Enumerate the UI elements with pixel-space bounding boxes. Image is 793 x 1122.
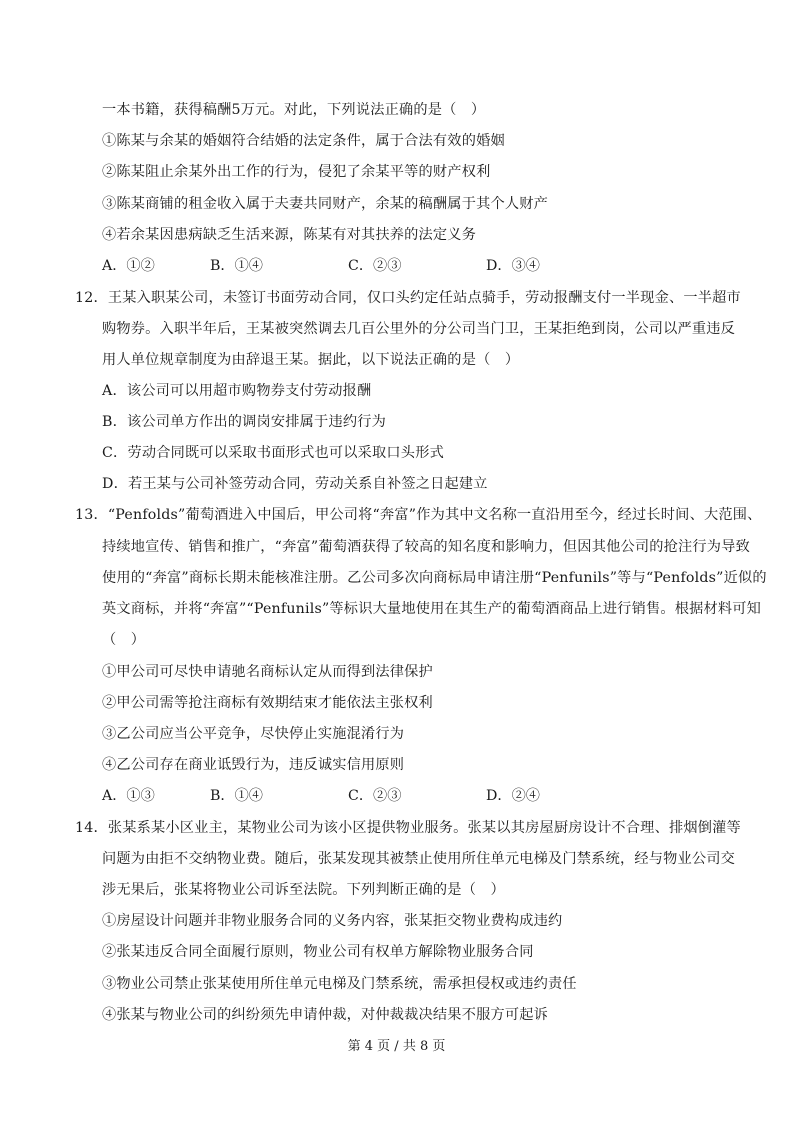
q14-stem-line-1: 14．张某系某小区业主，某物业公司为该小区提供物业服务。张某以其房屋厨房设计不合理、排烟倒灌等 <box>75 820 741 836</box>
q11-option-b: B．①④ <box>210 258 263 274</box>
q12-choice-d: D．若王某与公司补签劳动合同，劳动关系自补签之日起建立 <box>102 476 488 492</box>
q11-statement-1: ①陈某与余某的婚姻符合结婚的法定条件，属于合法有效的婚姻 <box>102 133 505 149</box>
q14-statement-1: ①房屋设计问题并非物业服务合同的义务内容，张某拒交物业费构成违约 <box>102 913 563 929</box>
q12-stem-line-3: 用人单位规章制度为由辞退王某。据此，以下说法正确的是（ ） <box>102 352 520 368</box>
q12-choice-a: A．该公司可以用超市购物券支付劳动报酬 <box>102 383 372 399</box>
q11-statement-2: ②陈某阻止余某外出工作的行为，侵犯了余某平等的财产权利 <box>102 164 491 180</box>
q11-statement-3: ③陈某商铺的租金收入属于夫妻共同财产，余某的稿酬属于其个人财产 <box>102 196 549 212</box>
q11-option-d: D．③④ <box>486 258 540 274</box>
q13-option-c: C．②③ <box>348 788 402 804</box>
page-number-footer: 第 4 页 / 共 8 页 <box>347 1039 446 1054</box>
q13-option-b: B．①④ <box>210 788 263 804</box>
q14-statement-2: ②张某违反合同全面履行原则，物业公司有权单方解除物业服务合同 <box>102 944 534 960</box>
q13-stem-line-2: 持续地宣传、销售和推广，“奔富”葡萄酒获得了较高的知名度和影响力，但因其他公司的抢注行为导致 <box>102 539 750 555</box>
q13-statement-4: ④乙公司存在商业诋毁行为，违反诚实信用原则 <box>102 757 405 773</box>
q11-option-a: A．①② <box>102 258 155 274</box>
q12-choice-b: B．该公司单方作出的调岗安排属于违约行为 <box>102 414 386 430</box>
q14-statement-4: ④张某与物业公司的纠纷须先申请仲裁，对仲裁裁决结果不服方可起诉 <box>102 1007 549 1023</box>
q12-stem-line-1: 12．王某入职某公司，未签订书面劳动合同，仅口头约定任站点骑手，劳动报酬支付一半现金、一半超市 <box>75 290 741 306</box>
q12-stem-line-2: 购物券。入职半年后，王某被突然调去几百公里外的分公司当门卫，王某拒绝到岗，公司以严重违反 <box>102 321 736 337</box>
q14-statement-3: ③物业公司禁止张某使用所住单元电梯及门禁系统，需承担侵权或违约责任 <box>102 976 577 992</box>
q13-statement-2: ②甲公司需等抢注商标有效期结束才能依法主张权利 <box>102 695 433 711</box>
q13-option-d: D．②④ <box>486 788 540 804</box>
q13-stem-line-4: 英文商标，并将“奔富”“Penfunils”等标识大量地使用在其生产的葡萄酒商品上进行销售。根据材料可知 <box>102 601 762 617</box>
q13-option-a: A．①③ <box>102 788 155 804</box>
q12-choice-c: C．劳动合同既可以采取书面形式也可以采取口头形式 <box>102 445 444 461</box>
q11-stem: 一本书籍，获得稿酬5万元。对此，下列说法正确的是（ ） <box>102 102 486 118</box>
q14-stem-line-3: 涉无果后，张某将物业公司诉至法院。下列判断正确的是（ ） <box>102 882 505 898</box>
q11-option-c: C．②③ <box>348 258 402 274</box>
q11-statement-4: ④若余某因患病缺乏生活来源，陈某有对其扶养的法定义务 <box>102 227 477 243</box>
q13-stem-line-1: 13．“Penfolds”葡萄酒进入中国后，甲公司将“奔富”作为其中文名称一直沿用至今，经过长时间、大范围、 <box>75 507 762 523</box>
q13-statement-1: ①甲公司可尽快申请驰名商标认定从而得到法律保护 <box>102 664 433 680</box>
q14-stem-line-2: 问题为由拒不交纳物业费。随后，张某发现其被禁止使用所住单元电梯及门禁系统，经与物业公司交 <box>102 851 736 867</box>
q13-stem-line-3: 使用的“奔富”商标长期未能核准注册。乙公司多次向商标局申请注册“Penfunils”等与“Penfolds”近似的 <box>102 570 767 586</box>
q13-stem-line-5: （ ） <box>102 632 146 648</box>
q13-statement-3: ③乙公司应当公平竞争，尽快停止实施混淆行为 <box>102 726 405 742</box>
